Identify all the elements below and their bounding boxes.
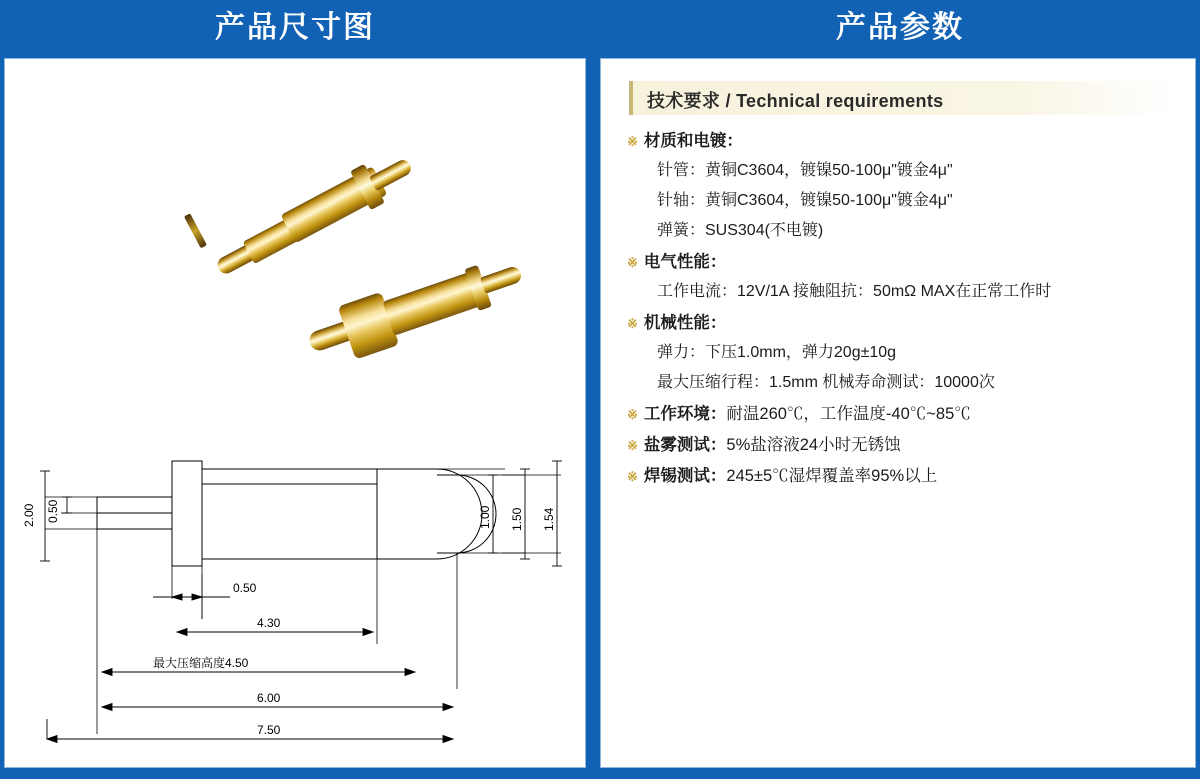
spec-list <box>627 127 1179 493</box>
spec-title: 技术要求 / Technical requirements <box>647 91 944 111</box>
spec-inline-value: 5%盐溶液24小时无锈蚀 <box>726 436 901 454</box>
spec-group-solderability <box>627 462 1179 491</box>
spec-line: 最大压缩行程：1.5mm 机械寿命测试：10000次 <box>657 374 995 391</box>
bullet-icon: ※ <box>627 316 638 331</box>
dim-2-00: 2.00 <box>22 503 36 527</box>
dimensions-panel <box>4 58 586 768</box>
spec-heading-text: 盐雾测试： <box>643 436 727 454</box>
spec-heading-text: 材质和电镀： <box>643 132 743 150</box>
spec-group-material <box>627 127 1179 246</box>
spec-title-bar <box>629 81 1173 115</box>
parameters-panel <box>600 58 1196 768</box>
drawing-svg <box>5 389 585 767</box>
spec-group-salt-spray <box>627 431 1179 460</box>
pin-upper-ring <box>184 213 207 248</box>
dim-7-50: 7.50 <box>257 723 281 737</box>
spec-line: 弹力：下压1.0mm，弹力20g±10g <box>657 344 897 361</box>
spec-group-electrical <box>627 248 1179 307</box>
spec-heading <box>627 400 1179 429</box>
dim-6-00: 6.00 <box>257 691 281 705</box>
spec-heading <box>627 431 1179 460</box>
pin-lower-tail <box>480 265 523 294</box>
spec-heading <box>627 462 1179 491</box>
pin-upper-tail <box>369 157 414 191</box>
spec-inline-value: 245±5℃湿焊覆盖率95%以上 <box>726 467 938 485</box>
product-photo <box>5 59 585 389</box>
bullet-icon: ※ <box>627 469 638 484</box>
spec-group-environment <box>627 400 1179 429</box>
dim-1-54: 1.54 <box>542 507 556 531</box>
spec-line: 弹簧：SUS304(不电镀) <box>657 222 824 239</box>
spec-line: 工作电流：12V/1A 接触阻抗：50mΩ MAX在正常工作时 <box>657 283 1052 300</box>
dim-0-50-horizontal: 0.50 <box>233 581 257 595</box>
spec-line: 针轴：黄铜C3604，镀镍50-100μ"镀金4μ" <box>657 192 953 209</box>
dim-0-50-vertical: 0.50 <box>46 499 60 523</box>
spec-heading-text: 工作环境： <box>643 405 727 423</box>
spec-heading <box>627 248 1179 277</box>
dim-1-00: 1.00 <box>478 505 492 529</box>
bullet-icon: ※ <box>627 407 638 422</box>
spec-heading <box>627 127 1179 156</box>
dim-max-compressed-height: 最大压缩高度4.50 <box>153 656 249 670</box>
dim-4-30: 4.30 <box>257 616 281 630</box>
spec-heading-text: 焊锡测试： <box>643 467 727 485</box>
spec-heading-text: 电气性能： <box>643 253 727 271</box>
technical-drawing <box>5 389 585 767</box>
section-title-dimensions: 产品尺寸图 <box>215 11 375 44</box>
section-title-parameters: 产品参数 <box>836 11 964 44</box>
spec-inline-value: 耐温260℃，工作温度-40℃~85℃ <box>726 405 971 423</box>
spec-heading <box>627 309 1179 338</box>
spec-heading-text: 机械性能： <box>643 314 727 332</box>
bullet-icon: ※ <box>627 255 638 270</box>
spec-line: 针管：黄铜C3604，镀镍50-100μ"镀金4μ" <box>657 162 953 179</box>
bullet-icon: ※ <box>627 134 638 149</box>
dim-1-50: 1.50 <box>510 507 524 531</box>
bullet-icon: ※ <box>627 438 638 453</box>
spec-group-mechanical <box>627 309 1179 398</box>
